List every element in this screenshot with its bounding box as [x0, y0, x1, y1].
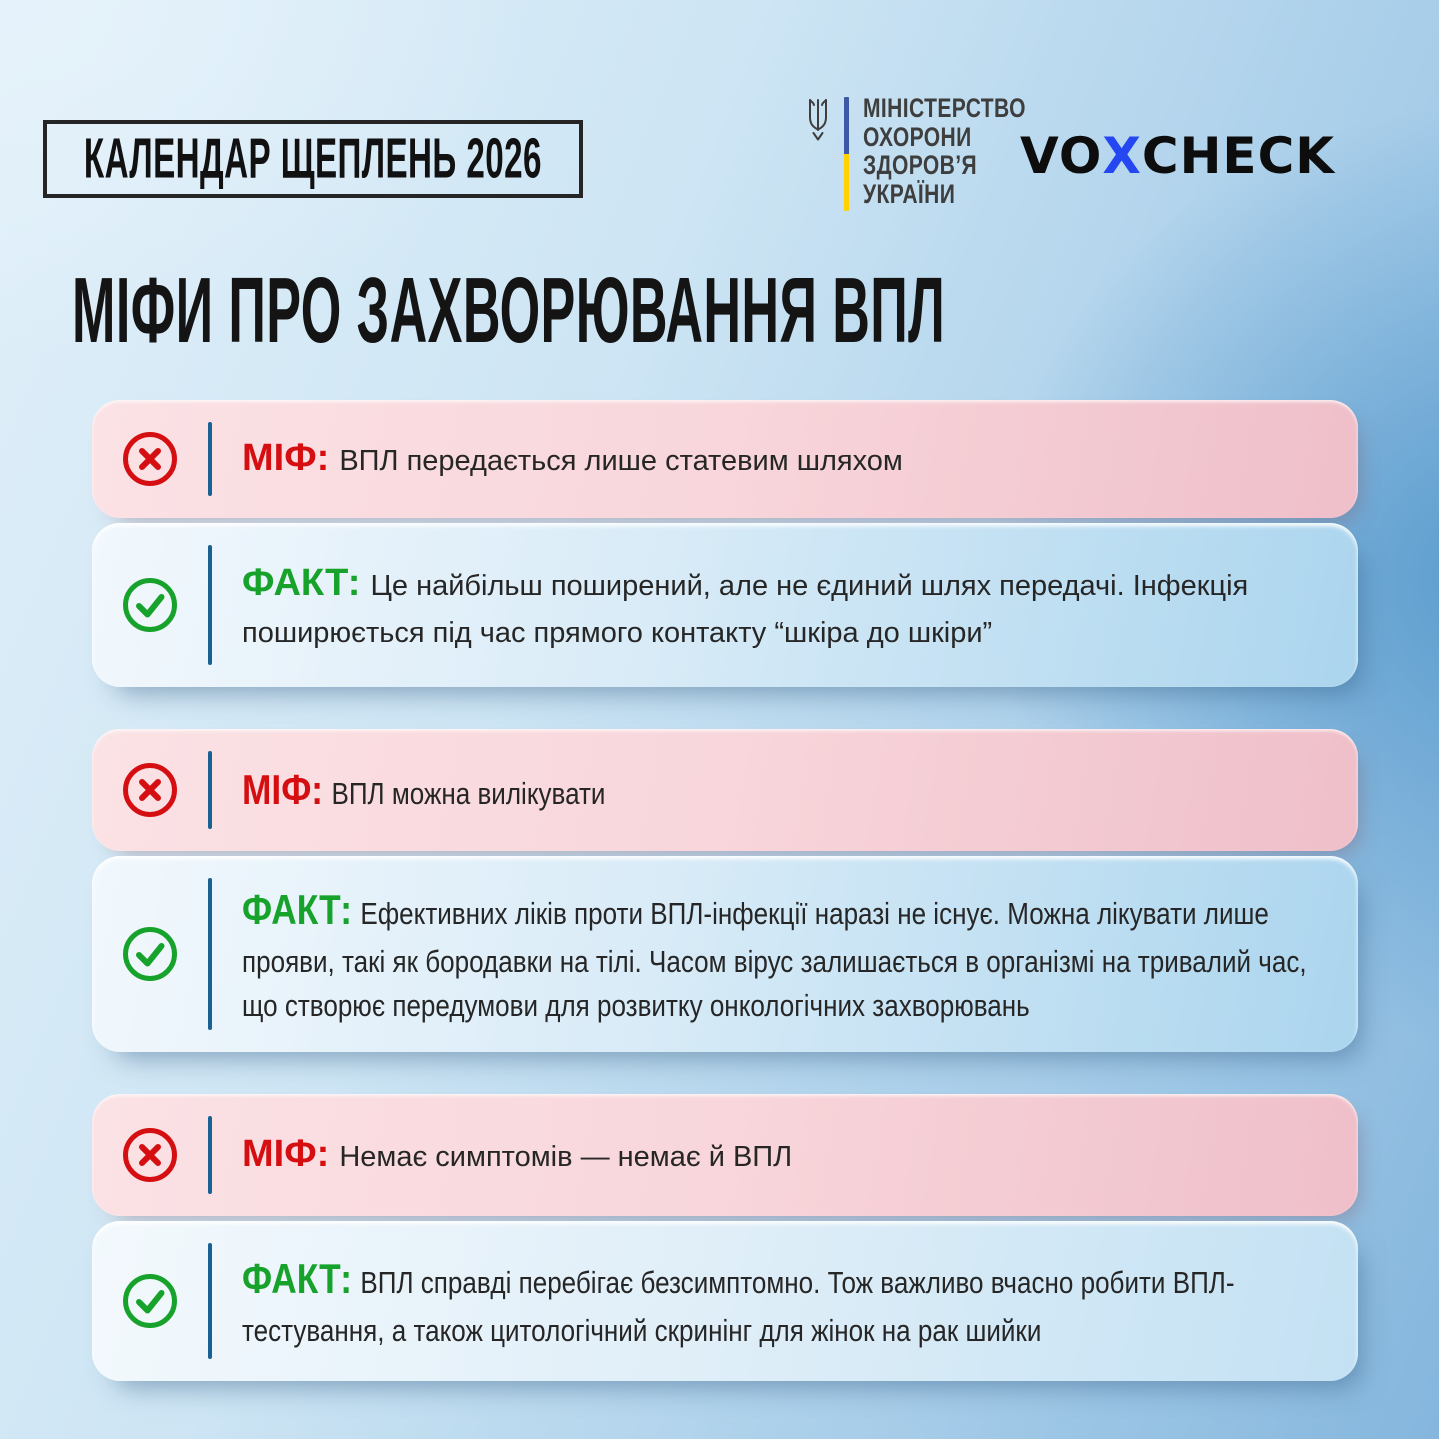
myth-icon-cell	[92, 429, 208, 489]
page-title-text: МІФИ ПРО ЗАХВОРЮВАННЯ ВПЛ	[72, 258, 946, 362]
fact-label: ФАКТ:	[242, 886, 352, 934]
tryzub-icon	[804, 97, 832, 147]
myth-icon-cell	[92, 760, 208, 820]
fact-content	[212, 534, 1358, 675]
ministry-name	[863, 94, 1026, 208]
badge-label: КАЛЕНДАР ЩЕПЛЕНЬ 2026	[84, 127, 542, 190]
fact-row	[92, 1221, 1358, 1381]
myth-fact-card	[92, 1094, 1358, 1381]
fact-content	[212, 1227, 1358, 1375]
fact-content	[212, 858, 1358, 1050]
voxcheck-logo-check: CHECK	[1141, 127, 1336, 185]
myth-fact-card	[92, 400, 1358, 687]
fact-icon-cell	[92, 1271, 208, 1331]
cross-circle-icon	[120, 429, 180, 489]
myth-row	[92, 400, 1358, 518]
myth-text: Немає симптомів — немає й ВПЛ	[339, 1141, 793, 1174]
myth-label: МІФ:	[242, 1133, 330, 1176]
ukraine-flag-bar	[844, 97, 849, 211]
vaccination-calendar-badge	[43, 120, 583, 198]
myth-content	[212, 409, 1358, 508]
check-circle-icon	[120, 575, 180, 635]
myth-row	[92, 1094, 1358, 1216]
fact-row	[92, 856, 1358, 1052]
fact-icon-cell	[92, 575, 208, 635]
myth-text: ВПЛ можна вилікувати	[331, 776, 606, 812]
myth-label: МІФ:	[242, 437, 330, 480]
myth-fact-cards	[92, 400, 1358, 1423]
myth-icon-cell	[92, 1125, 208, 1185]
ministry-name-line: ОХОРОНИ	[863, 121, 972, 152]
myth-text: ВПЛ передається лише статевим шляхом	[339, 445, 903, 478]
myth-content	[212, 738, 1358, 842]
myth-content	[212, 1105, 1358, 1204]
cross-circle-icon	[120, 1125, 180, 1185]
myth-fact-card	[92, 729, 1358, 1052]
myth-label: МІФ:	[242, 766, 324, 814]
ministry-name-line: ЗДОРОВ’Я	[863, 150, 978, 180]
myth-row	[92, 729, 1358, 851]
fact-icon-cell	[92, 924, 208, 984]
voxcheck-logo	[1020, 128, 1335, 184]
ministry-name-line: МІНІСТЕРСТВО	[863, 93, 1026, 123]
check-circle-icon	[120, 924, 180, 984]
check-circle-icon	[120, 1271, 180, 1331]
page-title	[72, 260, 1177, 360]
fact-row	[92, 523, 1358, 687]
fact-text: ВПЛ справді перебігає безсимптомно. Тож важливо вчасно робити ВПЛ-тестування, а також цитологічний скринінг для жінок на рак шийки	[242, 1265, 1235, 1348]
cross-circle-icon	[120, 760, 180, 820]
ministry-name-line: УКРАЇНИ	[863, 178, 956, 209]
voxcheck-logo-vo: VO	[1020, 127, 1103, 185]
voxcheck-logo-x: X	[1102, 127, 1142, 185]
fact-label: ФАКТ:	[242, 562, 361, 605]
fact-text: Це найбільш поширений, але не єдиний шлях передачі. Інфекція поширюється під час прямого контакту “шкіра до шкіри”	[242, 570, 1249, 649]
fact-label: ФАКТ:	[242, 1255, 352, 1303]
fact-text: Ефективних ліків проти ВПЛ-інфекції наразі не існує. Можна лікувати лише прояви, такі як бородавки на тілі. Часом вірус залишається в організмі на тривалий час, що створює передумови для розвитку онкологічних захворювань	[242, 896, 1307, 1023]
